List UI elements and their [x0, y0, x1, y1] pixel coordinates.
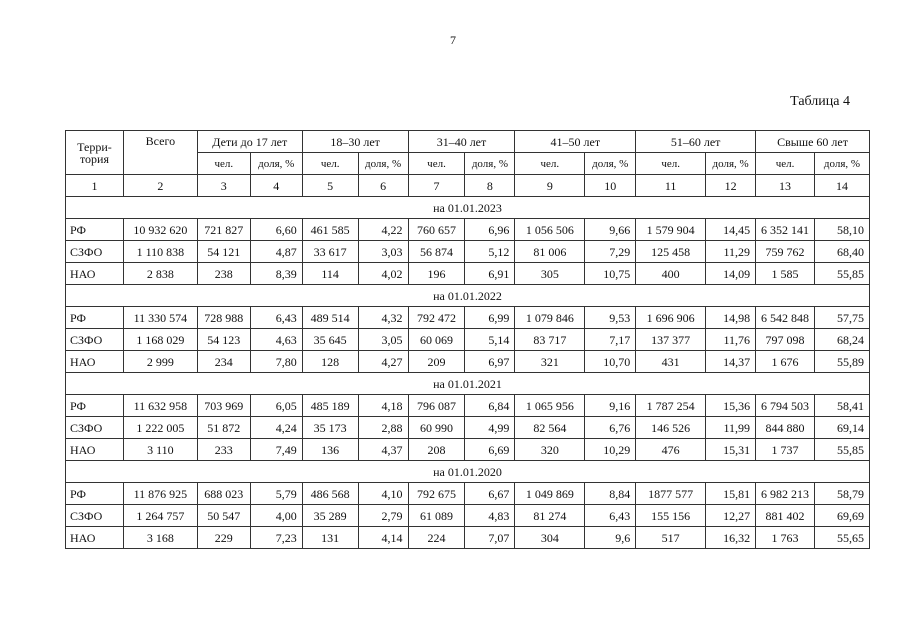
- people-cell: 234: [197, 351, 250, 373]
- share-cell: 58,79: [814, 483, 869, 505]
- share-cell: 55,89: [814, 351, 869, 373]
- territory-cell: СЗФО: [66, 417, 124, 439]
- share-cell: 6,60: [250, 219, 302, 241]
- table-label: Таблица 4: [790, 94, 850, 109]
- share-cell: 9,53: [585, 307, 636, 329]
- share-cell: 4,83: [465, 505, 515, 527]
- header-share: доля, %: [814, 153, 869, 175]
- header-share: доля, %: [358, 153, 408, 175]
- share-cell: 6,43: [585, 505, 636, 527]
- territory-cell: СЗФО: [66, 505, 124, 527]
- people-cell: 759 762: [756, 241, 815, 263]
- share-cell: 4,32: [358, 307, 408, 329]
- people-cell: 844 880: [756, 417, 815, 439]
- share-cell: 8,39: [250, 263, 302, 285]
- territory-cell: НАО: [66, 351, 124, 373]
- share-cell: 4,27: [358, 351, 408, 373]
- share-cell: 69,69: [814, 505, 869, 527]
- people-cell: 760 657: [408, 219, 465, 241]
- header-share: доля, %: [585, 153, 636, 175]
- share-cell: 55,85: [814, 263, 869, 285]
- share-cell: 15,31: [706, 439, 756, 461]
- share-cell: 10,70: [585, 351, 636, 373]
- header-people: чел.: [197, 153, 250, 175]
- people-cell: 50 547: [197, 505, 250, 527]
- share-cell: 4,37: [358, 439, 408, 461]
- share-cell: 11,76: [706, 329, 756, 351]
- share-cell: 14,09: [706, 263, 756, 285]
- total-cell: 3 168: [123, 527, 197, 549]
- column-number: 4: [250, 175, 302, 197]
- total-cell: 11 876 925: [123, 483, 197, 505]
- people-cell: 489 514: [302, 307, 358, 329]
- people-cell: 6 352 141: [756, 219, 815, 241]
- header-share: доля, %: [250, 153, 302, 175]
- people-cell: 6 794 503: [756, 395, 815, 417]
- people-cell: 1 737: [756, 439, 815, 461]
- people-cell: 33 617: [302, 241, 358, 263]
- share-cell: 5,12: [465, 241, 515, 263]
- section-title: на 01.01.2023: [66, 197, 870, 219]
- share-cell: 11,99: [706, 417, 756, 439]
- table-row: [66, 527, 870, 549]
- share-cell: 6,69: [465, 439, 515, 461]
- total-cell: 11 330 574: [123, 307, 197, 329]
- total-cell: 1 264 757: [123, 505, 197, 527]
- share-cell: 58,41: [814, 395, 869, 417]
- total-cell: 1 222 005: [123, 417, 197, 439]
- people-cell: 233: [197, 439, 250, 461]
- people-cell: 6 982 213: [756, 483, 815, 505]
- table-row: [66, 417, 870, 439]
- people-cell: 1 065 956: [515, 395, 585, 417]
- people-cell: 155 156: [636, 505, 706, 527]
- share-cell: 6,84: [465, 395, 515, 417]
- share-cell: 4,22: [358, 219, 408, 241]
- people-cell: 321: [515, 351, 585, 373]
- share-cell: 6,05: [250, 395, 302, 417]
- share-cell: 10,75: [585, 263, 636, 285]
- people-cell: 461 585: [302, 219, 358, 241]
- header-age-group: 51–60 лет: [636, 131, 756, 153]
- section-title: на 01.01.2021: [66, 373, 870, 395]
- section-row: [66, 197, 870, 219]
- total-cell: 2 999: [123, 351, 197, 373]
- people-cell: 125 458: [636, 241, 706, 263]
- share-cell: 58,10: [814, 219, 869, 241]
- population-table: [65, 130, 870, 549]
- section-row: [66, 285, 870, 307]
- people-cell: 208: [408, 439, 465, 461]
- share-cell: 6,97: [465, 351, 515, 373]
- share-cell: 6,67: [465, 483, 515, 505]
- header-share: доля, %: [706, 153, 756, 175]
- share-cell: 55,85: [814, 439, 869, 461]
- territory-cell: РФ: [66, 395, 124, 417]
- column-number: 10: [585, 175, 636, 197]
- header-territory: Терри- тория: [66, 131, 124, 175]
- share-cell: 69,14: [814, 417, 869, 439]
- header-share: доля, %: [465, 153, 515, 175]
- share-cell: 57,75: [814, 307, 869, 329]
- share-cell: 4,24: [250, 417, 302, 439]
- people-cell: 400: [636, 263, 706, 285]
- table-row: [66, 483, 870, 505]
- share-cell: 14,45: [706, 219, 756, 241]
- column-number: 1: [66, 175, 124, 197]
- people-cell: 431: [636, 351, 706, 373]
- header-age-group: Дети до 17 лет: [197, 131, 302, 153]
- people-cell: 476: [636, 439, 706, 461]
- total-cell: 2 838: [123, 263, 197, 285]
- column-number: 9: [515, 175, 585, 197]
- header-people: чел.: [302, 153, 358, 175]
- people-cell: 196: [408, 263, 465, 285]
- share-cell: 68,40: [814, 241, 869, 263]
- share-cell: 11,29: [706, 241, 756, 263]
- share-cell: 4,02: [358, 263, 408, 285]
- column-number: 6: [358, 175, 408, 197]
- people-cell: 688 023: [197, 483, 250, 505]
- column-number: 11: [636, 175, 706, 197]
- header-row-groups: [66, 131, 870, 153]
- people-cell: 54 121: [197, 241, 250, 263]
- table-row: [66, 395, 870, 417]
- column-number: 5: [302, 175, 358, 197]
- people-cell: 238: [197, 263, 250, 285]
- people-cell: 1 056 506: [515, 219, 585, 241]
- people-cell: 1 676: [756, 351, 815, 373]
- people-cell: 209: [408, 351, 465, 373]
- share-cell: 68,24: [814, 329, 869, 351]
- share-cell: 2,88: [358, 417, 408, 439]
- territory-cell: НАО: [66, 439, 124, 461]
- share-cell: 7,17: [585, 329, 636, 351]
- people-cell: 1 585: [756, 263, 815, 285]
- share-cell: 6,99: [465, 307, 515, 329]
- share-cell: 14,37: [706, 351, 756, 373]
- people-cell: 728 988: [197, 307, 250, 329]
- people-cell: 81 006: [515, 241, 585, 263]
- people-cell: 796 087: [408, 395, 465, 417]
- share-cell: 15,36: [706, 395, 756, 417]
- share-cell: 7,80: [250, 351, 302, 373]
- people-cell: 229: [197, 527, 250, 549]
- people-cell: 35 173: [302, 417, 358, 439]
- people-cell: 797 098: [756, 329, 815, 351]
- share-cell: 6,96: [465, 219, 515, 241]
- share-cell: 7,07: [465, 527, 515, 549]
- header-people: чел.: [636, 153, 706, 175]
- share-cell: 4,99: [465, 417, 515, 439]
- people-cell: 1 049 869: [515, 483, 585, 505]
- share-cell: 6,76: [585, 417, 636, 439]
- header-age-group: Свыше 60 лет: [756, 131, 870, 153]
- share-cell: 5,14: [465, 329, 515, 351]
- people-cell: 6 542 848: [756, 307, 815, 329]
- share-cell: 4,18: [358, 395, 408, 417]
- people-cell: 1 579 904: [636, 219, 706, 241]
- share-cell: 9,66: [585, 219, 636, 241]
- people-cell: 320: [515, 439, 585, 461]
- share-cell: 4,10: [358, 483, 408, 505]
- people-cell: 1 079 846: [515, 307, 585, 329]
- people-cell: 51 872: [197, 417, 250, 439]
- people-cell: 881 402: [756, 505, 815, 527]
- column-number: 2: [123, 175, 197, 197]
- table-row: [66, 263, 870, 285]
- share-cell: 7,23: [250, 527, 302, 549]
- people-cell: 136: [302, 439, 358, 461]
- people-cell: 486 568: [302, 483, 358, 505]
- share-cell: 9,6: [585, 527, 636, 549]
- share-cell: 4,00: [250, 505, 302, 527]
- table-row: [66, 505, 870, 527]
- people-cell: 61 089: [408, 505, 465, 527]
- table-row: [66, 241, 870, 263]
- territory-cell: РФ: [66, 307, 124, 329]
- territory-cell: РФ: [66, 219, 124, 241]
- territory-cell: СЗФО: [66, 241, 124, 263]
- share-cell: 6,91: [465, 263, 515, 285]
- total-cell: 1 110 838: [123, 241, 197, 263]
- people-cell: 703 969: [197, 395, 250, 417]
- people-cell: 131: [302, 527, 358, 549]
- people-cell: 137 377: [636, 329, 706, 351]
- header-people: чел.: [408, 153, 465, 175]
- section-row: [66, 461, 870, 483]
- share-cell: 14,98: [706, 307, 756, 329]
- people-cell: 56 874: [408, 241, 465, 263]
- share-cell: 5,79: [250, 483, 302, 505]
- section-row: [66, 373, 870, 395]
- territory-cell: НАО: [66, 263, 124, 285]
- page-number: 7: [450, 33, 456, 47]
- people-cell: 60 069: [408, 329, 465, 351]
- header-people: чел.: [515, 153, 585, 175]
- total-cell: 11 632 958: [123, 395, 197, 417]
- people-cell: 224: [408, 527, 465, 549]
- territory-cell: НАО: [66, 527, 124, 549]
- column-number: 7: [408, 175, 465, 197]
- territory-cell: РФ: [66, 483, 124, 505]
- share-cell: 10,29: [585, 439, 636, 461]
- people-cell: 35 289: [302, 505, 358, 527]
- share-cell: 4,63: [250, 329, 302, 351]
- column-number: 12: [706, 175, 756, 197]
- section-title: на 01.01.2022: [66, 285, 870, 307]
- table-row: [66, 307, 870, 329]
- share-cell: 9,16: [585, 395, 636, 417]
- share-cell: 4,87: [250, 241, 302, 263]
- share-cell: 3,05: [358, 329, 408, 351]
- share-cell: 8,84: [585, 483, 636, 505]
- header-age-group: 18–30 лет: [302, 131, 408, 153]
- people-cell: 128: [302, 351, 358, 373]
- people-cell: 146 526: [636, 417, 706, 439]
- people-cell: 83 717: [515, 329, 585, 351]
- header-row-col-numbers: [66, 175, 870, 197]
- share-cell: 12,27: [706, 505, 756, 527]
- people-cell: 1877 577: [636, 483, 706, 505]
- section-title: на 01.01.2020: [66, 461, 870, 483]
- header-people: чел.: [756, 153, 815, 175]
- column-number: 3: [197, 175, 250, 197]
- column-number: 14: [814, 175, 869, 197]
- people-cell: 114: [302, 263, 358, 285]
- table-row: [66, 351, 870, 373]
- people-cell: 792 472: [408, 307, 465, 329]
- table-row: [66, 219, 870, 241]
- share-cell: 4,14: [358, 527, 408, 549]
- share-cell: 15,81: [706, 483, 756, 505]
- total-cell: 1 168 029: [123, 329, 197, 351]
- share-cell: 7,49: [250, 439, 302, 461]
- share-cell: 55,65: [814, 527, 869, 549]
- column-number: 8: [465, 175, 515, 197]
- people-cell: 60 990: [408, 417, 465, 439]
- territory-cell: СЗФО: [66, 329, 124, 351]
- header-age-group: 31–40 лет: [408, 131, 515, 153]
- people-cell: 81 274: [515, 505, 585, 527]
- people-cell: 721 827: [197, 219, 250, 241]
- people-cell: 1 763: [756, 527, 815, 549]
- people-cell: 54 123: [197, 329, 250, 351]
- header-age-group: 41–50 лет: [515, 131, 636, 153]
- column-number: 13: [756, 175, 815, 197]
- people-cell: 792 675: [408, 483, 465, 505]
- share-cell: 2,79: [358, 505, 408, 527]
- people-cell: 305: [515, 263, 585, 285]
- people-cell: 1 787 254: [636, 395, 706, 417]
- header-total: Всего: [123, 131, 197, 175]
- share-cell: 7,29: [585, 241, 636, 263]
- total-cell: 3 110: [123, 439, 197, 461]
- people-cell: 517: [636, 527, 706, 549]
- table-row: [66, 439, 870, 461]
- people-cell: 35 645: [302, 329, 358, 351]
- share-cell: 16,32: [706, 527, 756, 549]
- share-cell: 6,43: [250, 307, 302, 329]
- people-cell: 485 189: [302, 395, 358, 417]
- people-cell: 1 696 906: [636, 307, 706, 329]
- people-cell: 82 564: [515, 417, 585, 439]
- total-cell: 10 932 620: [123, 219, 197, 241]
- table-row: [66, 329, 870, 351]
- share-cell: 3,03: [358, 241, 408, 263]
- people-cell: 304: [515, 527, 585, 549]
